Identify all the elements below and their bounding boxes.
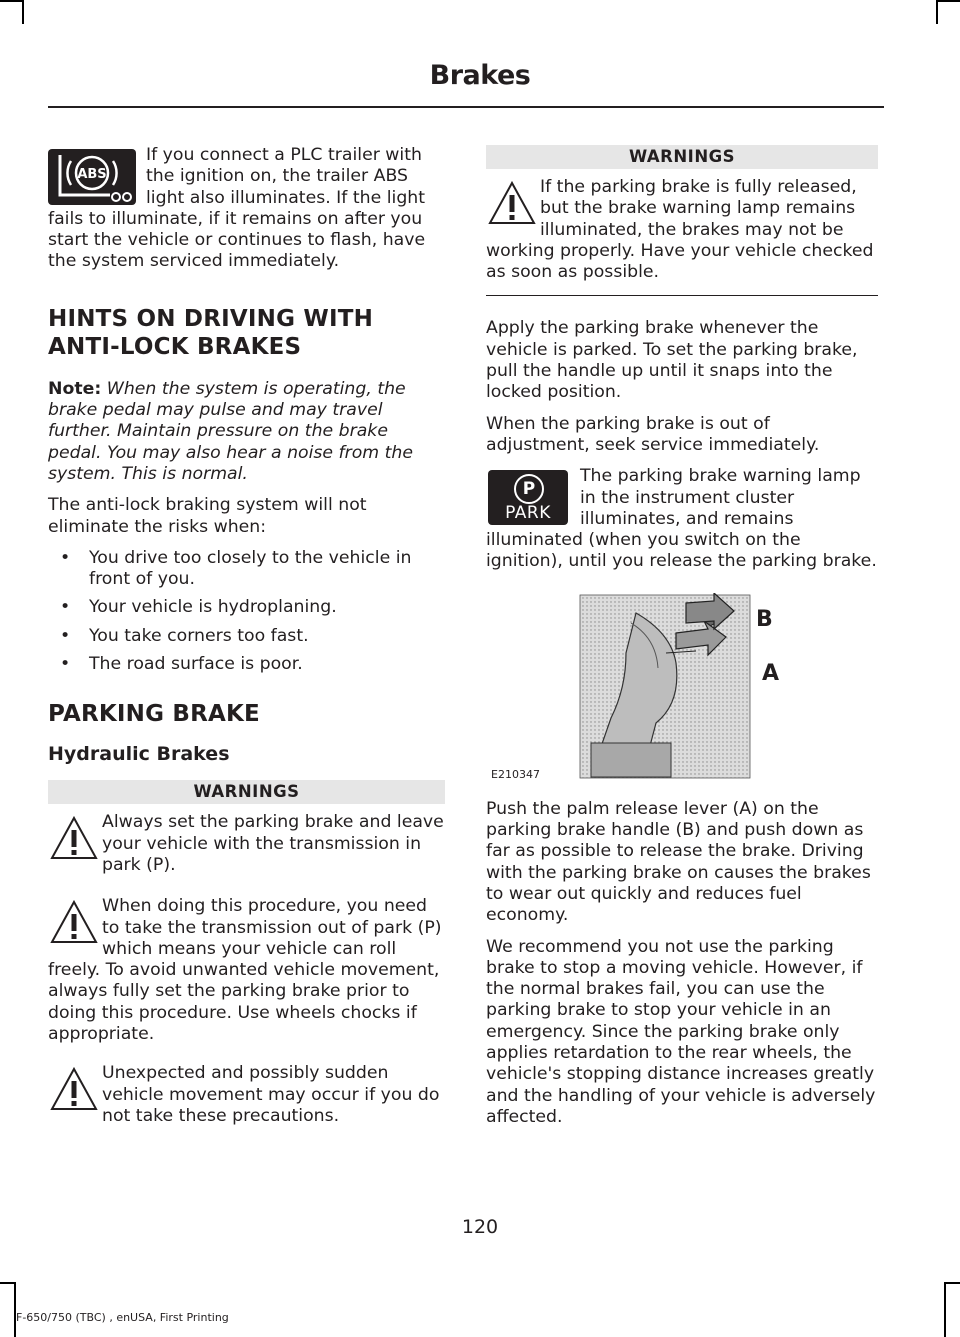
crop-mark — [0, 1282, 16, 1284]
crop-mark — [944, 1282, 960, 1284]
warning-item — [48, 1063, 445, 1127]
list-item — [48, 626, 445, 647]
figure-code: E210347 — [491, 767, 540, 781]
abs-paragraph: If you connect a PLC trailer with the ignition on, the trailer ABS light also illuminates. If the light fails to illuminate, if it remains on after you start the vehicle or continues to flash, have the system serviced immediately. — [48, 145, 426, 272]
warning-item — [486, 177, 878, 283]
figure-label-a: A — [762, 660, 780, 686]
svg-text:ABS: ABS — [77, 167, 107, 182]
warnings-header: WARNINGS — [486, 145, 878, 169]
warning-text: If the parking brake is fully released, but the brake warning lamp remains illuminated, the brakes may not be working properly. Have your vehicle checked as soon as possible. — [486, 177, 874, 283]
note-paragraph — [48, 379, 445, 485]
list-item — [48, 548, 445, 591]
hints-heading-line-2: ANTI-LOCK BRAKES — [48, 333, 302, 360]
warning-triangle-icon — [48, 812, 100, 864]
crop-mark — [22, 0, 24, 24]
note-label: Note: — [48, 378, 102, 399]
hydraulic-brakes-heading: Hydraulic Brakes — [48, 743, 230, 766]
figure-label-b: B — [756, 606, 773, 632]
trailer-abs-warning-icon — [48, 149, 136, 205]
footer-text: F-650/750 (TBC) , enUSA, First Printing — [16, 1311, 229, 1324]
page-number: 120 — [461, 1216, 499, 1238]
adjust-paragraph: When the parking brake is out of adjustment, seek service immediately. — [486, 413, 820, 455]
crop-mark — [14, 1282, 16, 1337]
park-symbol: P — [514, 474, 544, 504]
bullet: • — [60, 625, 71, 646]
list-item-text: The road surface is poor. — [89, 654, 303, 675]
warning-item — [48, 896, 445, 1045]
header-rule — [48, 106, 884, 108]
warning-text: Unexpected and possibly sudden vehicle movement may occur if you do not take these precautions. — [102, 1063, 440, 1126]
parking-brake-illustration — [486, 593, 878, 783]
park-paragraph: The parking brake warning lamp in the instrument cluster illuminates, and remains illuminated (when you switch on the ignition), until you release the parking brake. — [486, 466, 877, 572]
recommend-paragraph: We recommend you not use the parking brake to stop a moving vehicle. However, if the normal brakes fail, you can use the parking brake to stop your vehicle in an emergency. Since the parking brake only applies retardation to the rear wheels, the vehicle's stopping distance increases greatly and the handling of your vehicle is adversely affected. — [486, 936, 876, 1127]
crop-mark — [936, 0, 938, 24]
bullet: • — [60, 654, 71, 675]
release-paragraph: Push the palm release lever (A) on the parking brake handle (B) and push down as far as possible to release the brake. Driving with the parking brake on causes the brakes to wear out quickly and reduces fuel economy. — [486, 798, 871, 926]
risk-list — [48, 548, 445, 675]
crop-mark — [944, 1282, 946, 1337]
list-item — [48, 597, 445, 618]
page-title: Brakes — [429, 60, 531, 91]
hints-heading-line-1: HINTS ON DRIVING WITH — [48, 305, 374, 332]
parking-brake-warning-icon — [488, 470, 568, 525]
parking-brake-heading: PARKING BRAKE — [48, 701, 260, 728]
list-item — [48, 654, 445, 675]
risks-intro: The anti-lock braking system will not eliminate the risks when: — [48, 495, 367, 537]
warning-triangle-icon — [486, 177, 538, 229]
park-label: PARK — [505, 503, 551, 524]
parking-brake-figure — [486, 593, 878, 783]
warning-triangle-icon — [48, 896, 100, 948]
right-column — [486, 145, 878, 1138]
crop-mark — [936, 0, 960, 2]
warning-text: When doing this procedure, you need to take the transmission out of park (P) which means your vehicle can roll freely. To avoid unwanted vehicle movement, always fully set the parking brake prior to doing this procedure. Use wheels chocks if appropriate. — [48, 896, 442, 1045]
list-item-text: You take corners too fast. — [89, 625, 309, 646]
apply-paragraph: Apply the parking brake whenever the vehicle is parked. To set the parking brake, pull the handle up until it snaps into the locked position. — [486, 318, 858, 403]
bullet: • — [60, 597, 71, 618]
warnings-header: WARNINGS — [48, 780, 445, 804]
warning-item — [48, 812, 445, 876]
bullet: • — [60, 547, 71, 568]
warning-triangle-icon — [48, 1063, 100, 1115]
list-item-text: You drive too closely to the vehicle in front of you. — [89, 547, 412, 590]
note-text: When the system is operating, the brake pedal may pulse and may travel further. Maintain pressure on the brake pedal. You may also hear a noise from the system. This is normal. — [48, 378, 413, 484]
warning-text: Always set the parking brake and leave your vehicle with the transmission in park (P). — [102, 812, 444, 875]
left-column — [48, 145, 445, 1127]
list-item-text: Your vehicle is hydroplaning. — [89, 597, 337, 618]
crop-mark — [0, 0, 24, 2]
